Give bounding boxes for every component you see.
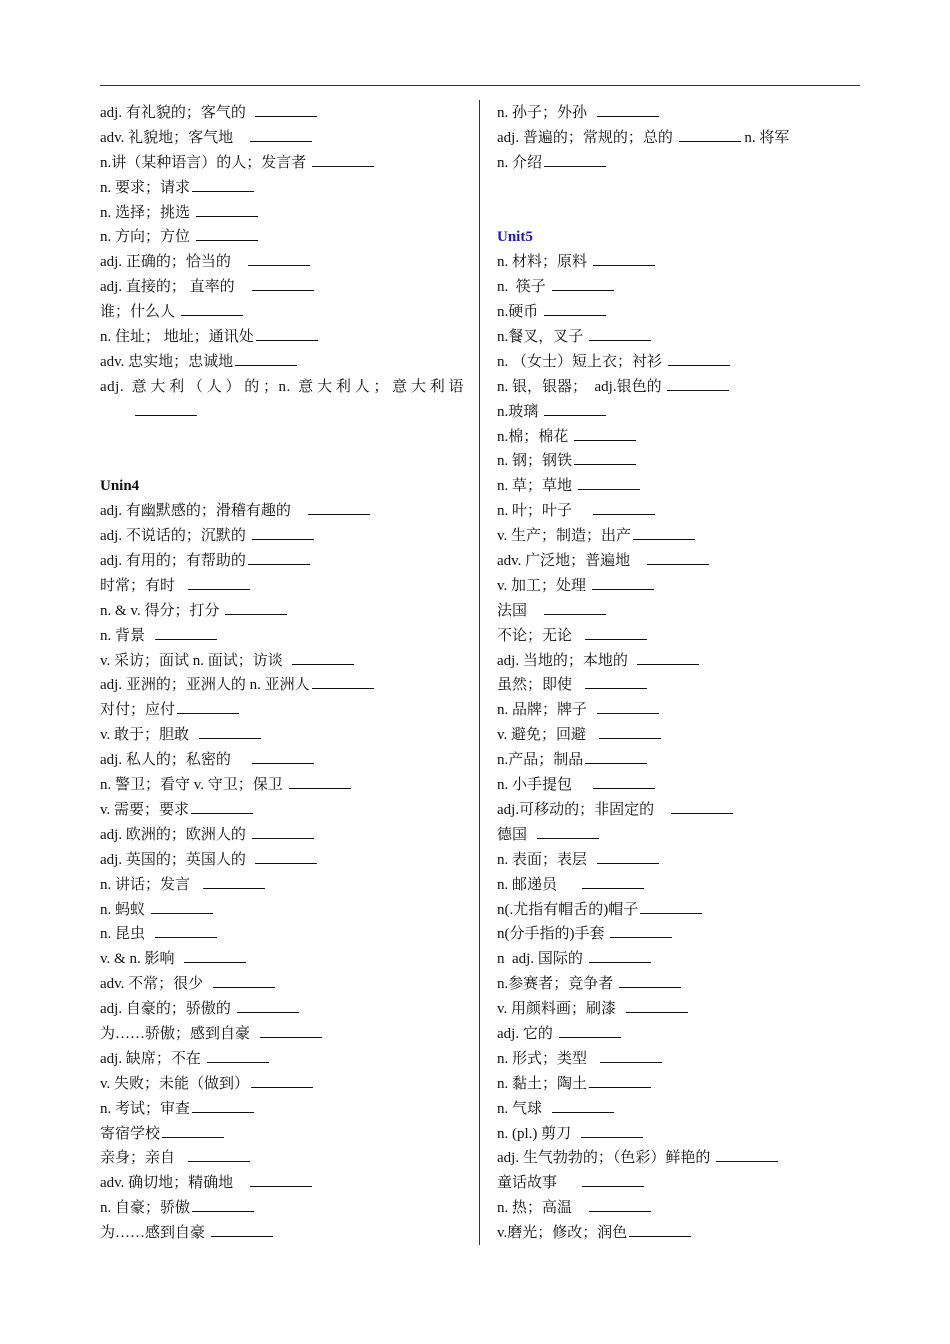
answer-blank[interactable] <box>637 650 699 665</box>
unit-heading <box>100 474 464 499</box>
answer-blank[interactable] <box>252 276 314 291</box>
top-rule <box>100 85 860 86</box>
vocab-item <box>497 1097 857 1122</box>
answer-blank[interactable] <box>610 923 672 938</box>
vocab-item <box>100 823 464 848</box>
vocab-definition: v. 失败；未能（做到） <box>100 1075 250 1092</box>
answer-blank[interactable] <box>135 401 197 416</box>
vocab-item <box>100 201 464 226</box>
vocab-item <box>497 1171 857 1196</box>
answer-blank[interactable] <box>308 500 370 515</box>
vocab-definition: 谁；什么人 <box>100 304 179 321</box>
vocab-definition: n. 筷子 <box>497 279 550 296</box>
vocab-item <box>497 474 857 499</box>
answer-blank[interactable] <box>192 1197 254 1212</box>
answer-blank[interactable] <box>589 948 651 963</box>
vocab-item <box>497 599 857 624</box>
vocab-definition: v. & n. 影响 <box>100 951 182 968</box>
answer-blank[interactable] <box>597 699 659 714</box>
answer-blank[interactable] <box>589 1073 651 1088</box>
answer-blank[interactable] <box>312 152 374 167</box>
answer-blank[interactable] <box>289 774 351 789</box>
vocab-item <box>497 1047 857 1072</box>
vocab-definition: adj. 普遍的；常规的；总的 <box>497 129 677 146</box>
answer-blank[interactable] <box>252 824 314 839</box>
answer-blank[interactable] <box>162 1123 224 1138</box>
vocab-definition: adj. 当地的；本地的 <box>497 652 636 669</box>
answer-blank[interactable] <box>250 127 312 142</box>
vocab-definition: n(.尤指有帽舌的)帽子 <box>497 901 639 918</box>
vocab-definition: n(分手指的)手套 <box>497 926 609 943</box>
answer-blank[interactable] <box>544 600 606 615</box>
vocab-item <box>100 400 464 425</box>
vocab-item <box>100 624 464 649</box>
vocab-definition: 时常；有时 <box>100 577 187 594</box>
vocab-definition: v. 加工；处理 <box>497 577 590 594</box>
vocab-definition: n. 警卫；看守 v. 守卫；保卫 <box>100 777 287 794</box>
answer-blank[interactable] <box>184 948 246 963</box>
answer-blank[interactable] <box>589 1197 651 1212</box>
spacer-line <box>497 176 857 201</box>
vocab-item <box>497 126 857 151</box>
vocab-definition: n. 方向；方位 <box>100 229 194 246</box>
vocab-definition: n. 草；草地 <box>497 478 576 495</box>
vocab-item <box>497 524 857 549</box>
answer-blank[interactable] <box>255 849 317 864</box>
vocab-item <box>100 599 464 624</box>
answer-blank[interactable] <box>552 1098 614 1113</box>
vocab-definition: n. 住址； 地址；通讯处 <box>100 329 254 346</box>
vocab-item <box>497 400 857 425</box>
answer-blank[interactable] <box>582 1172 644 1187</box>
answer-blank[interactable] <box>199 724 261 739</box>
vocab-item <box>100 1221 464 1246</box>
vocab-item <box>100 1097 464 1122</box>
vocab-item <box>100 126 464 151</box>
answer-blank[interactable] <box>559 1023 621 1038</box>
vocab-definition: adj.可移动的；非固定的 <box>497 801 670 818</box>
answer-blank[interactable] <box>574 450 636 465</box>
vocab-item <box>100 499 464 524</box>
vocab-definition: n. 银，银器； adj.银色的 <box>497 378 666 395</box>
answer-blank[interactable] <box>600 1048 662 1063</box>
vocab-item <box>100 1022 464 1047</box>
vocab-item <box>497 350 857 375</box>
vocab-item <box>100 649 464 674</box>
vocab-definition: adv. 不常；很少 <box>100 976 211 993</box>
vocab-definition: 对付；应付 <box>100 702 176 719</box>
vocab-definition: adj. 英国的；英国人的 <box>100 851 254 868</box>
vocab-item <box>497 848 857 873</box>
answer-blank[interactable] <box>633 525 695 540</box>
answer-blank[interactable] <box>593 774 655 789</box>
answer-blank[interactable] <box>647 550 709 565</box>
vocab-definition: n.硬币 <box>497 304 543 321</box>
vocab-item <box>100 997 464 1022</box>
vocab-item <box>100 1047 464 1072</box>
vocab-item <box>100 947 464 972</box>
answer-blank[interactable] <box>552 276 614 291</box>
vocab-item <box>497 325 857 350</box>
answer-blank[interactable] <box>250 1172 312 1187</box>
vocab-item <box>100 873 464 898</box>
column-divider <box>479 100 480 1245</box>
vocab-item <box>100 325 464 350</box>
vocab-definition: n. 邮递员 <box>497 876 580 893</box>
vocab-definition: adj. 自豪的；骄傲的 <box>100 1001 235 1018</box>
vocab-item <box>497 499 857 524</box>
answer-blank[interactable] <box>671 799 733 814</box>
vocab-definition: 法国 <box>497 602 543 619</box>
answer-blank[interactable] <box>196 202 258 217</box>
vocab-definition: v.磨光；修改；润色 <box>497 1225 628 1242</box>
vocab-item <box>497 997 857 1022</box>
vocab-definition: v. 避免；回避 <box>497 727 598 744</box>
unit-heading <box>497 225 857 250</box>
vocab-item <box>100 1122 464 1147</box>
vocab-definition: n.玻璃 <box>497 403 543 420</box>
answer-blank[interactable] <box>213 973 275 988</box>
vocab-item <box>100 574 464 599</box>
answer-blank[interactable] <box>248 550 310 565</box>
vocab-definition: adj. 它的 <box>497 1025 557 1042</box>
vocab-item <box>497 972 857 997</box>
vocab-item <box>100 848 464 873</box>
vocab-definition: n. 黏土；陶土 <box>497 1075 588 1092</box>
vocab-item <box>497 922 857 947</box>
vocab-item <box>100 698 464 723</box>
vocab-definition: adj. 缺席；不在 <box>100 1050 205 1067</box>
vocab-item <box>497 151 857 176</box>
vocab-definition: adj. 生气勃勃的；（色彩）鲜艳的 <box>497 1150 715 1167</box>
vocab-item <box>100 922 464 947</box>
vocab-definition: v. 用颜料画；刷漆 <box>497 1001 624 1018</box>
vocab-item <box>497 873 857 898</box>
spacer-line <box>100 425 464 450</box>
answer-blank[interactable] <box>626 998 688 1013</box>
answer-blank[interactable] <box>251 1073 313 1088</box>
vocab-definition: 亲身；亲自 <box>100 1150 187 1167</box>
vocab-definition: n. 孙子；外孙 <box>497 105 595 121</box>
vocab-definition: n. 材料；原料 <box>497 254 591 271</box>
answer-blank[interactable] <box>256 326 318 341</box>
vocab-item <box>497 947 857 972</box>
vocab-item <box>100 748 464 773</box>
vocab-definition: adj. 有礼貌的；客气的 <box>100 105 254 121</box>
spacer-line <box>100 449 464 474</box>
vocab-definition: 虽然；即使 <box>497 677 584 694</box>
vocab-definition: 为……骄傲；感到自豪 <box>100 1025 258 1042</box>
vocab-item <box>100 1171 464 1196</box>
answer-blank[interactable] <box>582 874 644 889</box>
vocab-item <box>497 574 857 599</box>
vocab-definition: 德国 <box>497 826 535 843</box>
vocab-definition: n. （女士）短上衣；衬衫 <box>497 353 666 370</box>
answer-blank[interactable] <box>585 749 647 764</box>
vocab-definition: n. 背景 <box>100 627 153 644</box>
vocab-item <box>497 1022 857 1047</box>
vocab-item <box>100 275 464 300</box>
vocab-item <box>100 723 464 748</box>
vocab-item <box>497 250 857 275</box>
vocab-definition: adv. 忠实地；忠诚地 <box>100 353 234 370</box>
answer-blank[interactable] <box>196 226 258 241</box>
answer-blank[interactable] <box>192 177 254 192</box>
vocab-item <box>497 1221 857 1246</box>
answer-blank[interactable] <box>585 625 647 640</box>
answer-blank[interactable] <box>599 724 661 739</box>
vocab-item <box>100 101 464 126</box>
answer-blank[interactable] <box>312 674 374 689</box>
answer-blank[interactable] <box>181 301 243 316</box>
answer-blank[interactable] <box>593 251 655 266</box>
vocab-definition: n. 昆虫 <box>100 926 153 943</box>
vocab-definition: n. 小手提包 <box>497 777 591 794</box>
vocab-definition: adv. 礼貌地；客气地 <box>100 129 249 146</box>
answer-blank[interactable] <box>716 1147 778 1162</box>
answer-blank[interactable] <box>629 1222 691 1237</box>
answer-blank[interactable] <box>192 1098 254 1113</box>
vocab-definition: adj. 意大利（人）的；n. 意大利人；意大利语 <box>100 378 464 395</box>
vocab-item <box>497 300 857 325</box>
vocab-item <box>497 723 857 748</box>
vocab-definition: adj. 欧洲的；欧洲人的 <box>100 826 250 843</box>
vocab-item <box>100 773 464 798</box>
vocab-definition: n adj. 国际的 <box>497 951 587 968</box>
answer-blank[interactable] <box>668 351 730 366</box>
answer-blank[interactable] <box>667 376 729 391</box>
answer-blank[interactable] <box>537 824 599 839</box>
answer-blank[interactable] <box>207 1048 269 1063</box>
answer-blank[interactable] <box>188 1147 250 1162</box>
vocab-definition: n. 选择；挑选 <box>100 204 194 221</box>
vocab-definition: n. 形式；类型 <box>497 1050 599 1067</box>
vocab-item <box>100 1196 464 1221</box>
vocab-definition: n. 气球 <box>497 1100 550 1117</box>
answer-blank[interactable] <box>252 749 314 764</box>
vocab-item <box>100 1072 464 1097</box>
vocab-definition: n. 要求；请求 <box>100 179 191 196</box>
vocab-item <box>100 151 464 176</box>
vocab-item <box>497 425 857 450</box>
vocab-definition: v. 敢于；胆敢 <box>100 727 197 744</box>
vocab-item <box>100 972 464 997</box>
vocab-definition: adj. 直接的； 直率的 <box>100 279 250 296</box>
answer-blank[interactable] <box>589 326 651 341</box>
vocab-item <box>100 375 464 400</box>
answer-blank[interactable] <box>177 699 239 714</box>
answer-blank[interactable] <box>585 674 647 689</box>
answer-blank[interactable] <box>155 923 217 938</box>
vocab-definition: adj. 私人的；私密的 <box>100 752 250 769</box>
vocab-item <box>100 549 464 574</box>
vocab-item <box>497 624 857 649</box>
vocab-item <box>497 1196 857 1221</box>
answer-blank[interactable] <box>578 475 640 490</box>
vocab-item <box>100 176 464 201</box>
answer-blank[interactable] <box>191 799 253 814</box>
vocab-definition: 为……感到自豪 <box>100 1225 209 1242</box>
answer-blank[interactable] <box>581 1123 643 1138</box>
answer-blank[interactable] <box>544 152 606 167</box>
vocab-item <box>497 773 857 798</box>
answer-blank[interactable] <box>211 1222 273 1237</box>
vocab-definition: n.产品；制品 <box>497 752 584 769</box>
vocab-definition: Unin4 <box>100 478 140 495</box>
answer-blank[interactable] <box>151 899 213 914</box>
vocab-item <box>100 350 464 375</box>
vocab-definition: Unit5 <box>497 229 533 246</box>
answer-blank[interactable] <box>237 998 299 1013</box>
vocab-definition: n. 钢；钢铁 <box>497 453 573 470</box>
vocab-definition: n. & v. 得分；打分 <box>100 602 224 619</box>
vocab-definition: n. (pl.) 剪刀 <box>497 1125 579 1142</box>
vocab-definition: v. 需要；要求 <box>100 801 190 818</box>
answer-blank[interactable] <box>597 849 659 864</box>
vocab-definition: n. 蚂蚁 <box>100 901 149 918</box>
vocab-item <box>497 549 857 574</box>
vocab-item <box>100 225 464 250</box>
answer-blank[interactable] <box>188 575 250 590</box>
answer-blank[interactable] <box>640 899 702 914</box>
answer-blank[interactable] <box>248 251 310 266</box>
answer-blank[interactable] <box>225 600 287 615</box>
vocab-definition: 寄宿学校 <box>100 1125 161 1142</box>
answer-blank[interactable] <box>619 973 681 988</box>
vocab-item <box>497 898 857 923</box>
vocab-definition: n.餐叉，叉子 <box>497 329 588 346</box>
vocab-definition-suffix: n. 将军 <box>740 129 790 146</box>
answer-blank[interactable] <box>544 401 606 416</box>
answer-blank[interactable] <box>292 650 354 665</box>
vocab-definition: 童话故事 <box>497 1175 580 1192</box>
vocab-definition: n. 考试；审查 <box>100 1100 191 1117</box>
vocab-item <box>100 673 464 698</box>
vocab-item <box>100 250 464 275</box>
vocab-item <box>497 275 857 300</box>
answer-blank[interactable] <box>155 625 217 640</box>
answer-blank[interactable] <box>679 127 741 142</box>
answer-blank[interactable] <box>260 1023 322 1038</box>
answer-blank[interactable] <box>592 575 654 590</box>
answer-blank[interactable] <box>593 500 655 515</box>
right-column <box>497 101 857 1246</box>
vocab-item <box>497 1146 857 1171</box>
answer-blank[interactable] <box>255 102 317 117</box>
vocab-definition: n. 自豪；骄傲 <box>100 1200 191 1217</box>
vocab-definition: adv. 广泛地；普遍地 <box>497 553 646 570</box>
vocab-definition: adj. 正确的；恰当的 <box>100 254 246 271</box>
vocab-definition: n. 讲话；发言 <box>100 876 202 893</box>
vocab-item <box>100 898 464 923</box>
answer-blank[interactable] <box>235 351 297 366</box>
vocab-item <box>497 375 857 400</box>
left-column <box>100 101 464 1246</box>
vocab-item <box>497 698 857 723</box>
vocab-definition: n.棉；棉花 <box>497 428 573 445</box>
vocab-definition: n.参赛者；竞争者 <box>497 976 618 993</box>
vocab-item <box>100 300 464 325</box>
vocab-definition: n.讲（某种语言）的人；发言者 <box>100 154 311 171</box>
vocab-item <box>497 649 857 674</box>
vocab-item <box>497 748 857 773</box>
vocab-definition: adj. 亚洲的；亚洲人的 n. 亚洲人 <box>100 677 310 694</box>
answer-blank[interactable] <box>203 874 265 889</box>
vocab-item <box>100 1146 464 1171</box>
vocab-definition: adj. 有用的；有帮助的 <box>100 553 246 570</box>
vocab-definition: n. 介绍 <box>497 154 543 171</box>
vocab-item <box>497 798 857 823</box>
vocab-definition: n. 品牌；牌子 <box>497 702 595 719</box>
vocab-item <box>497 449 857 474</box>
vocab-item <box>100 524 464 549</box>
vocab-item <box>497 823 857 848</box>
vocab-item <box>100 798 464 823</box>
vocab-definition: v. 采访；面试 n. 面试；访谈 <box>100 652 291 669</box>
vocab-definition: adj. 不说话的；沉默的 <box>100 528 250 545</box>
answer-blank[interactable] <box>574 426 636 441</box>
answer-blank[interactable] <box>544 301 606 316</box>
vocab-definition: n. 表面；表层 <box>497 851 595 868</box>
vocab-definition: v. 生产；制造；出产 <box>497 528 632 545</box>
vocab-definition: adv. 确切地；精确地 <box>100 1175 249 1192</box>
vocab-item <box>497 101 857 126</box>
spacer-line <box>497 201 857 226</box>
vocab-definition: n. 叶；叶子 <box>497 503 591 520</box>
vocab-item <box>497 1122 857 1147</box>
answer-blank[interactable] <box>597 102 659 117</box>
vocab-definition: 不论；无论 <box>497 627 584 644</box>
vocab-definition: adj. 有幽默感的；滑稽有趣的 <box>100 503 306 520</box>
vocab-item <box>497 1072 857 1097</box>
vocab-item <box>497 673 857 698</box>
answer-blank[interactable] <box>252 525 314 540</box>
vocab-definition: n. 热；高温 <box>497 1200 588 1217</box>
